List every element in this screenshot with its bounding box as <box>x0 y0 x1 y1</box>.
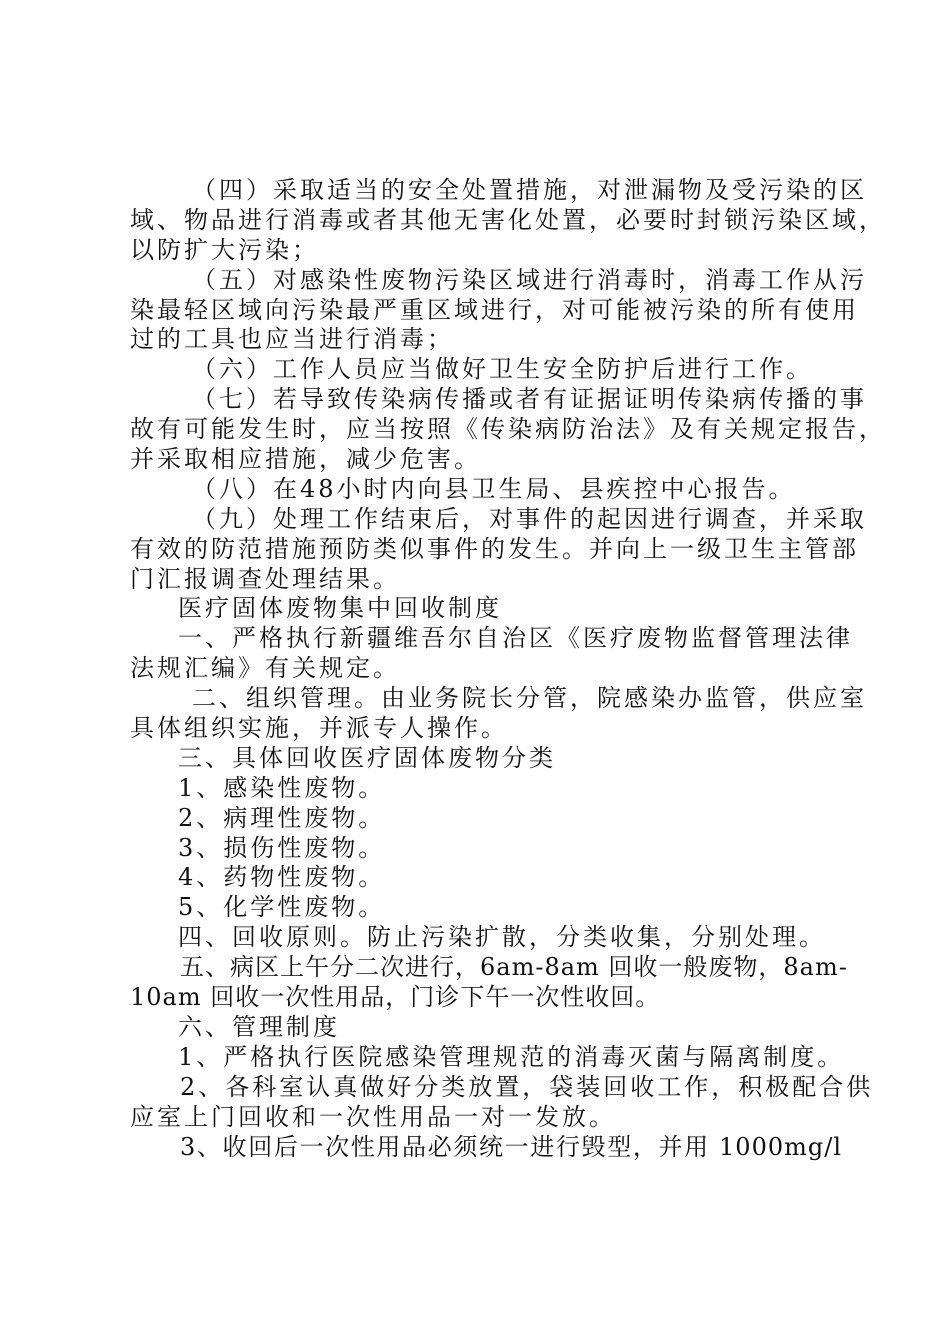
paragraph-line: （七）若导致传染病传播或者有证据证明传染病传播的事 <box>192 385 867 414</box>
paragraph-line: 一、严格执行新疆维吾尔自治区《医疗废物监督管理法律 <box>178 624 853 653</box>
paragraph-line: 域、物品进行消毒或者其他无害化处置，必要时封锁污染区域， <box>130 205 886 234</box>
paragraph-line: 2、各科室认真做好分类放置，袋装回收工作，积极配合供 <box>180 1072 874 1101</box>
paragraph-line: （六）工作人员应当做好卫生安全防护后进行工作。 <box>192 355 813 384</box>
paragraph-line: 门汇报调查处理结果。 <box>130 564 400 593</box>
paragraph-line: （八）在48小时内向县卫生局、县疾控中心报告。 <box>192 474 796 503</box>
paragraph-line: （五）对感染性废物污染区域进行消毒时，消毒工作从污 <box>192 265 867 294</box>
list-item: 2、病理性废物。 <box>178 803 386 832</box>
document-body <box>130 176 886 1162</box>
paragraph-line: （九）处理工作结束后，对事件的起因进行调查，并采取 <box>192 504 867 533</box>
paragraph-line: 3、收回后一次性用品必须统一进行毁型，并用 1000mg/l <box>180 1132 842 1161</box>
paragraph-line: 染最轻区域向污染最严重区域进行，对可能被污染的所有使用 <box>130 295 859 324</box>
paragraph-line: 法规汇编》有关规定。 <box>130 654 400 683</box>
paragraph-line: 四、回收原则。防止污染扩散，分类收集，分别处理。 <box>178 923 826 952</box>
paragraph-line: 具体组织实施，并派专人操作。 <box>130 714 508 743</box>
paragraph-line: 有效的防范措施预防类似事件的发生。并向上一级卫生主管部 <box>130 534 859 563</box>
list-item: 3、损伤性废物。 <box>178 833 386 862</box>
paragraph-line: 应室上门回收和一次性用品一对一发放。 <box>130 1102 616 1131</box>
list-item: 4、药物性废物。 <box>178 863 386 892</box>
paragraph-line: 三、具体回收医疗固体废物分类 <box>178 743 556 772</box>
paragraph-line: 以防扩大污染； <box>130 235 319 264</box>
paragraph-line: 并采取相应措施，减少危害。 <box>130 445 481 474</box>
list-item: 5、化学性废物。 <box>178 893 386 922</box>
paragraph-line: 二、组织管理。由业务院长分管，院感染办监管，供应室 <box>192 684 867 713</box>
paragraph-line: 五、病区上午分二次进行，6am-8am 回收一般废物，8am- <box>180 953 848 982</box>
paragraph-line: 10am 回收一次性用品，门诊下午一次性收回。 <box>130 983 661 1012</box>
section-heading: 六、管理制度 <box>178 1012 340 1041</box>
paragraph-line: 1、严格执行医院感染管理规范的消毒灭菌与隔离制度。 <box>178 1042 845 1071</box>
paragraph-line: 故有可能发生时，应当按照《传染病防治法》及有关规定报告， <box>130 415 886 444</box>
paragraph-line: （四）采取适当的安全处置措施，对泄漏物及受污染的区 <box>192 176 867 204</box>
paragraph-line: 过的工具也应当进行消毒； <box>130 325 454 354</box>
section-heading: 医疗固体废物集中回收制度 <box>178 594 502 623</box>
list-item: 1、感染性废物。 <box>178 773 386 802</box>
